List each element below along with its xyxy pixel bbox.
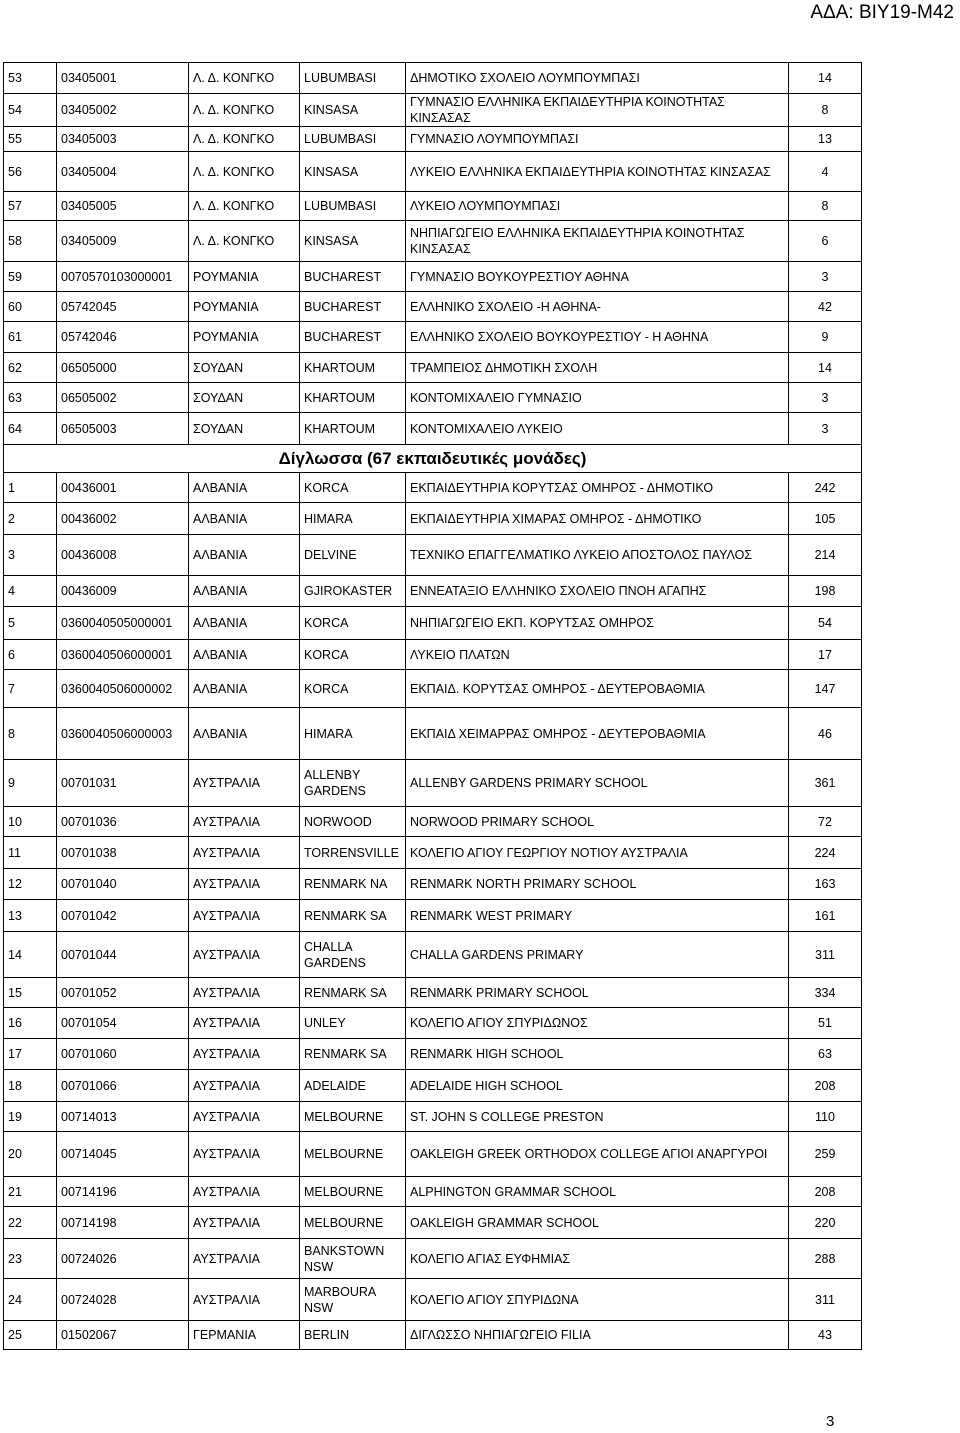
unit-count: 14 bbox=[789, 353, 862, 383]
row-number: 62 bbox=[4, 353, 57, 383]
school-code: 00701042 bbox=[57, 900, 189, 932]
table-row bbox=[4, 670, 862, 708]
unit-count: 208 bbox=[789, 1177, 862, 1207]
city: MELBOURNE bbox=[300, 1177, 406, 1207]
country: ΑΥΣΤΡΑΛΙΑ bbox=[189, 1207, 300, 1239]
school-name: ΤΕΧΝΙΚΟ ΕΠΑΓΓΕΛΜΑΤΙΚΟ ΛΥΚΕΙΟ ΑΠΟΣΤΟΛΟΣ ΠΑΥΛΟΣ bbox=[406, 535, 789, 576]
school-code: 03405004 bbox=[57, 152, 189, 192]
country: ΑΛΒΑΝΙΑ bbox=[189, 576, 300, 607]
city: HIMARA bbox=[300, 503, 406, 535]
school-code: 06505003 bbox=[57, 413, 189, 445]
country: ΑΛΒΑΝΙΑ bbox=[189, 503, 300, 535]
country: ΑΥΣΤΡΑΛΙΑ bbox=[189, 1102, 300, 1132]
school-name: RENMARK HIGH SCHOOL bbox=[406, 1039, 789, 1070]
table-row bbox=[4, 127, 862, 152]
unit-count: 6 bbox=[789, 221, 862, 262]
table-row bbox=[4, 1279, 862, 1321]
country: ΑΥΣΤΡΑΛΙΑ bbox=[189, 1279, 300, 1321]
school-name: RENMARK PRIMARY SCHOOL bbox=[406, 978, 789, 1008]
table-row bbox=[4, 900, 862, 932]
table-row bbox=[4, 640, 862, 670]
school-code: 00701040 bbox=[57, 869, 189, 900]
school-code: 00701060 bbox=[57, 1039, 189, 1070]
country: ΡΟΥΜΑΝΙΑ bbox=[189, 262, 300, 292]
table-row bbox=[4, 1207, 862, 1239]
country: ΑΥΣΤΡΑΛΙΑ bbox=[189, 900, 300, 932]
country: ΑΥΣΤΡΑΛΙΑ bbox=[189, 837, 300, 869]
unit-count: 17 bbox=[789, 640, 862, 670]
school-name: ΕΚΠΑΙΔΕΥΤΗΡΙΑ ΚΟΡΥΤΣΑΣ ΟΜΗΡΟΣ - ΔΗΜΟΤΙΚΟ bbox=[406, 473, 789, 503]
row-number: 3 bbox=[4, 535, 57, 576]
school-name: RENMARK WEST PRIMARY bbox=[406, 900, 789, 932]
unit-count: 224 bbox=[789, 837, 862, 869]
country: ΑΥΣΤΡΑΛΙΑ bbox=[189, 807, 300, 837]
table-row bbox=[4, 837, 862, 869]
city: KINSASA bbox=[300, 221, 406, 262]
ada-code: ΑΔΑ: ΒΙΥ19-Μ42 bbox=[810, 2, 954, 23]
table-row bbox=[4, 576, 862, 607]
school-name: ADELAIDE HIGH SCHOOL bbox=[406, 1070, 789, 1102]
school-code: 03405001 bbox=[57, 63, 189, 94]
school-name: ΕΚΠΑΙΔ. ΚΟΡΥΤΣΑΣ ΟΜΗΡΟΣ - ΔΕΥΤΕΡΟΒΑΘΜΙΑ bbox=[406, 670, 789, 708]
school-code: 00724026 bbox=[57, 1239, 189, 1279]
row-number: 7 bbox=[4, 670, 57, 708]
unit-count: 198 bbox=[789, 576, 862, 607]
table-row bbox=[4, 932, 862, 978]
row-number: 60 bbox=[4, 292, 57, 322]
school-name: RENMARK NORTH PRIMARY SCHOOL bbox=[406, 869, 789, 900]
row-number: 14 bbox=[4, 932, 57, 978]
row-number: 24 bbox=[4, 1279, 57, 1321]
unit-count: 72 bbox=[789, 807, 862, 837]
table-row bbox=[4, 63, 862, 94]
school-name: NORWOOD PRIMARY SCHOOL bbox=[406, 807, 789, 837]
table-row bbox=[4, 503, 862, 535]
school-name: ΝΗΠΙΑΓΩΓΕΙΟ ΕΛΛΗΝΙΚΑ ΕΚΠΑΙΔΕΥΤΗΡΙΑ ΚΟΙΝΟΤΗΤΑΣ ΚΙΝΣΑΣΑΣ bbox=[406, 221, 789, 262]
table-row bbox=[4, 978, 862, 1008]
school-code: 05742046 bbox=[57, 322, 189, 353]
row-number: 58 bbox=[4, 221, 57, 262]
row-number: 56 bbox=[4, 152, 57, 192]
table-body-part1 bbox=[4, 63, 862, 445]
school-name: ΓΥΜΝΑΣΙΟ ΒΟΥΚΟΥΡΕΣΤΙΟΥ ΑΘΗΝΑ bbox=[406, 262, 789, 292]
school-name: ΛΥΚΕΙΟ ΕΛΛΗΝΙΚΑ ΕΚΠΑΙΔΕΥΤΗΡΙΑ ΚΟΙΝΟΤΗΤΑΣ ΚΙΝΣΑΣΑΣ bbox=[406, 152, 789, 192]
city: LUBUMBASI bbox=[300, 127, 406, 152]
school-code: 00701052 bbox=[57, 978, 189, 1008]
unit-count: 161 bbox=[789, 900, 862, 932]
table-row bbox=[4, 1102, 862, 1132]
school-code: 00714198 bbox=[57, 1207, 189, 1239]
section-header bbox=[4, 445, 862, 473]
city: RENMARK SA bbox=[300, 978, 406, 1008]
city: LUBUMBASI bbox=[300, 63, 406, 94]
city: TORRENSVILLE bbox=[300, 837, 406, 869]
table-row bbox=[4, 535, 862, 576]
unit-count: 3 bbox=[789, 262, 862, 292]
school-name: ΕΚΠΑΙΔ ΧΕΙΜΑΡΡΑΣ ΟΜΗΡΟΣ - ΔΕΥΤΕΡΟΒΑΘΜΙΑ bbox=[406, 708, 789, 760]
school-code: 00436009 bbox=[57, 576, 189, 607]
unit-count: 311 bbox=[789, 932, 862, 978]
section-title: Δίγλωσσα (67 εκπαιδευτικές μονάδες) bbox=[4, 445, 862, 473]
row-number: 25 bbox=[4, 1321, 57, 1350]
table-row bbox=[4, 192, 862, 221]
school-code: 03405009 bbox=[57, 221, 189, 262]
row-number: 15 bbox=[4, 978, 57, 1008]
table-row bbox=[4, 221, 862, 262]
row-number: 61 bbox=[4, 322, 57, 353]
row-number: 8 bbox=[4, 708, 57, 760]
school-name: ΚΟΝΤΟΜΙΧΑΛΕΙΟ ΛΥΚΕΙΟ bbox=[406, 413, 789, 445]
city: CHALLA GARDENS bbox=[300, 932, 406, 978]
table-row bbox=[4, 322, 862, 353]
table-row bbox=[4, 607, 862, 640]
country: Λ. Δ. ΚΟΝΓΚΟ bbox=[189, 221, 300, 262]
country: ΑΛΒΑΝΙΑ bbox=[189, 535, 300, 576]
row-number: 19 bbox=[4, 1102, 57, 1132]
row-number: 17 bbox=[4, 1039, 57, 1070]
unit-count: 9 bbox=[789, 322, 862, 353]
city: GJIROKASTER bbox=[300, 576, 406, 607]
unit-count: 288 bbox=[789, 1239, 862, 1279]
city: HIMARA bbox=[300, 708, 406, 760]
country: ΑΥΣΤΡΑΛΙΑ bbox=[189, 869, 300, 900]
table-row bbox=[4, 152, 862, 192]
school-code: 00701066 bbox=[57, 1070, 189, 1102]
school-name: ΕΛΛΗΝΙΚΟ ΣΧΟΛΕΙΟ -Η ΑΘΗΝΑ- bbox=[406, 292, 789, 322]
unit-count: 110 bbox=[789, 1102, 862, 1132]
country: ΑΥΣΤΡΑΛΙΑ bbox=[189, 760, 300, 807]
country: ΑΥΣΤΡΑΛΙΑ bbox=[189, 1039, 300, 1070]
table-row bbox=[4, 1239, 862, 1279]
school-code: 01502067 bbox=[57, 1321, 189, 1350]
unit-count: 8 bbox=[789, 192, 862, 221]
school-name: ST. JOHN S COLLEGE PRESTON bbox=[406, 1102, 789, 1132]
school-name: ΚΟΛΕΓΙΟ ΑΓΙΑΣ ΕΥΦΗΜΙΑΣ bbox=[406, 1239, 789, 1279]
school-code: 03405002 bbox=[57, 94, 189, 127]
city: KHARTOUM bbox=[300, 383, 406, 413]
country: Λ. Δ. ΚΟΝΓΚΟ bbox=[189, 63, 300, 94]
row-number: 12 bbox=[4, 869, 57, 900]
school-code: 0360040506000002 bbox=[57, 670, 189, 708]
school-code: 00701038 bbox=[57, 837, 189, 869]
city: RENMARK SA bbox=[300, 900, 406, 932]
country: ΑΥΣΤΡΑΛΙΑ bbox=[189, 1239, 300, 1279]
school-name: OAKLEIGH GRAMMAR SCHOOL bbox=[406, 1207, 789, 1239]
table-row bbox=[4, 262, 862, 292]
country: ΑΥΣΤΡΑΛΙΑ bbox=[189, 1008, 300, 1039]
country: ΑΥΣΤΡΑΛΙΑ bbox=[189, 1177, 300, 1207]
city: KORCA bbox=[300, 640, 406, 670]
city: ALLENBY GARDENS bbox=[300, 760, 406, 807]
school-code: 0070570103000001 bbox=[57, 262, 189, 292]
city: KINSASA bbox=[300, 152, 406, 192]
table-row bbox=[4, 708, 862, 760]
school-name: ΛΥΚΕΙΟ ΛΟΥΜΠΟΥΜΠΑΣΙ bbox=[406, 192, 789, 221]
row-number: 63 bbox=[4, 383, 57, 413]
country: ΣΟΥΔΑΝ bbox=[189, 413, 300, 445]
school-code: 00714013 bbox=[57, 1102, 189, 1132]
city: UNLEY bbox=[300, 1008, 406, 1039]
school-name: CHALLA GARDENS PRIMARY bbox=[406, 932, 789, 978]
table-body-part2 bbox=[4, 473, 862, 1350]
row-number: 53 bbox=[4, 63, 57, 94]
unit-count: 220 bbox=[789, 1207, 862, 1239]
row-number: 5 bbox=[4, 607, 57, 640]
unit-count: 51 bbox=[789, 1008, 862, 1039]
country: ΑΥΣΤΡΑΛΙΑ bbox=[189, 932, 300, 978]
table-row bbox=[4, 807, 862, 837]
table-row bbox=[4, 383, 862, 413]
country: ΑΛΒΑΝΙΑ bbox=[189, 670, 300, 708]
school-code: 03405005 bbox=[57, 192, 189, 221]
school-name: ΕΝΝΕΑΤΑΞΙΟ ΕΛΛΗΝΙΚΟ ΣΧΟΛΕΙΟ ΠΝΟΗ ΑΓΑΠΗΣ bbox=[406, 576, 789, 607]
table-row bbox=[4, 869, 862, 900]
city: MELBOURNE bbox=[300, 1102, 406, 1132]
school-code: 00436002 bbox=[57, 503, 189, 535]
row-number: 59 bbox=[4, 262, 57, 292]
school-code: 0360040506000001 bbox=[57, 640, 189, 670]
school-name: ΕΚΠΑΙΔΕΥΤΗΡΙΑ ΧΙΜΑΡΑΣ ΟΜΗΡΟΣ - ΔΗΜΟΤΙΚΟ bbox=[406, 503, 789, 535]
row-number: 9 bbox=[4, 760, 57, 807]
city: RENMARK SA bbox=[300, 1039, 406, 1070]
country: ΡΟΥΜΑΝΙΑ bbox=[189, 292, 300, 322]
city: BANKSTOWN NSW bbox=[300, 1239, 406, 1279]
unit-count: 361 bbox=[789, 760, 862, 807]
row-number: 6 bbox=[4, 640, 57, 670]
unit-count: 13 bbox=[789, 127, 862, 152]
city: KORCA bbox=[300, 607, 406, 640]
country: ΑΛΒΑΝΙΑ bbox=[189, 473, 300, 503]
city: BUCHAREST bbox=[300, 262, 406, 292]
city: BERLIN bbox=[300, 1321, 406, 1350]
city: MELBOURNE bbox=[300, 1132, 406, 1177]
row-number: 20 bbox=[4, 1132, 57, 1177]
country: Λ. Δ. ΚΟΝΓΚΟ bbox=[189, 152, 300, 192]
unit-count: 311 bbox=[789, 1279, 862, 1321]
row-number: 1 bbox=[4, 473, 57, 503]
school-code: 0360040505000001 bbox=[57, 607, 189, 640]
city: MARBOURA NSW bbox=[300, 1279, 406, 1321]
row-number: 2 bbox=[4, 503, 57, 535]
table-row bbox=[4, 413, 862, 445]
country: ΑΛΒΑΝΙΑ bbox=[189, 640, 300, 670]
city: ADELAIDE bbox=[300, 1070, 406, 1102]
unit-count: 3 bbox=[789, 413, 862, 445]
unit-count: 334 bbox=[789, 978, 862, 1008]
row-number: 57 bbox=[4, 192, 57, 221]
unit-count: 8 bbox=[789, 94, 862, 127]
row-number: 10 bbox=[4, 807, 57, 837]
country: ΑΥΣΤΡΑΛΙΑ bbox=[189, 978, 300, 1008]
unit-count: 105 bbox=[789, 503, 862, 535]
school-name: ALPHINGTON GRAMMAR SCHOOL bbox=[406, 1177, 789, 1207]
row-number: 22 bbox=[4, 1207, 57, 1239]
table-row bbox=[4, 1070, 862, 1102]
school-name: ΚΟΛΕΓΙΟ ΑΓΙΟΥ ΣΠΥΡΙΔΩΝΟΣ bbox=[406, 1008, 789, 1039]
school-name: ΓΥΜΝΑΣΙΟ ΕΛΛΗΝΙΚΑ ΕΚΠΑΙΔΕΥΤΗΡΙΑ ΚΟΙΝΟΤΗΤΑΣ ΚΙΝΣΑΣΑΣ bbox=[406, 94, 789, 127]
unit-count: 259 bbox=[789, 1132, 862, 1177]
page-number: 3 bbox=[826, 1413, 835, 1430]
unit-count: 147 bbox=[789, 670, 862, 708]
table-row bbox=[4, 292, 862, 322]
table-row bbox=[4, 1039, 862, 1070]
unit-count: 163 bbox=[789, 869, 862, 900]
city: KORCA bbox=[300, 473, 406, 503]
unit-count: 42 bbox=[789, 292, 862, 322]
country: ΑΛΒΑΝΙΑ bbox=[189, 708, 300, 760]
city: MELBOURNE bbox=[300, 1207, 406, 1239]
country: ΣΟΥΔΑΝ bbox=[189, 383, 300, 413]
country: Λ. Δ. ΚΟΝΓΚΟ bbox=[189, 127, 300, 152]
country: ΣΟΥΔΑΝ bbox=[189, 353, 300, 383]
row-number: 18 bbox=[4, 1070, 57, 1102]
school-code: 00436001 bbox=[57, 473, 189, 503]
school-name: ΤΡΑΜΠΕΙΟΣ ΔΗΜΟΤΙΚΗ ΣΧΟΛΗ bbox=[406, 353, 789, 383]
country: ΑΥΣΤΡΑΛΙΑ bbox=[189, 1132, 300, 1177]
country: Λ. Δ. ΚΟΝΓΚΟ bbox=[189, 192, 300, 221]
unit-count: 214 bbox=[789, 535, 862, 576]
row-number: 4 bbox=[4, 576, 57, 607]
school-code: 00436008 bbox=[57, 535, 189, 576]
schools-table bbox=[3, 62, 862, 1350]
unit-count: 14 bbox=[789, 63, 862, 94]
table-row bbox=[4, 1008, 862, 1039]
school-name: ΚΟΛΕΓΙΟ ΑΓΙΟΥ ΓΕΩΡΓΙΟΥ ΝΟΤΙΟΥ ΑΥΣΤΡΑΛΙΑ bbox=[406, 837, 789, 869]
city: KINSASA bbox=[300, 94, 406, 127]
unit-count: 4 bbox=[789, 152, 862, 192]
unit-count: 43 bbox=[789, 1321, 862, 1350]
school-code: 00724028 bbox=[57, 1279, 189, 1321]
row-number: 23 bbox=[4, 1239, 57, 1279]
unit-count: 3 bbox=[789, 383, 862, 413]
school-code: 05742045 bbox=[57, 292, 189, 322]
country: ΓΕΡΜΑΝΙΑ bbox=[189, 1321, 300, 1350]
city: LUBUMBASI bbox=[300, 192, 406, 221]
school-code: 00701044 bbox=[57, 932, 189, 978]
table-row bbox=[4, 94, 862, 127]
city: KHARTOUM bbox=[300, 353, 406, 383]
school-code: 06505000 bbox=[57, 353, 189, 383]
unit-count: 242 bbox=[789, 473, 862, 503]
school-code: 00701036 bbox=[57, 807, 189, 837]
school-code: 06505002 bbox=[57, 383, 189, 413]
city: KHARTOUM bbox=[300, 413, 406, 445]
unit-count: 63 bbox=[789, 1039, 862, 1070]
country: ΑΥΣΤΡΑΛΙΑ bbox=[189, 1070, 300, 1102]
row-number: 54 bbox=[4, 94, 57, 127]
row-number: 16 bbox=[4, 1008, 57, 1039]
school-code: 03405003 bbox=[57, 127, 189, 152]
school-code: 00701031 bbox=[57, 760, 189, 807]
school-name: ΚΟΝΤΟΜΙΧΑΛΕΙΟ ΓΥΜΝΑΣΙΟ bbox=[406, 383, 789, 413]
school-name: ALLENBY GARDENS PRIMARY SCHOOL bbox=[406, 760, 789, 807]
school-name: OAKLEIGH GREEK ORTHODOX COLLEGE AΓΙΟΙ ΑΝΑΡΓΥΡΟΙ bbox=[406, 1132, 789, 1177]
table-row bbox=[4, 1321, 862, 1350]
school-name: ΝΗΠΙΑΓΩΓΕΙΟ ΕΚΠ. ΚΟΡΥΤΣΑΣ ΟΜΗΡΟΣ bbox=[406, 607, 789, 640]
school-name: ΔΙΓΛΩΣΣΟ ΝΗΠΙΑΓΩΓΕΙΟ FILIA bbox=[406, 1321, 789, 1350]
city: RENMARK NA bbox=[300, 869, 406, 900]
school-code: 0360040506000003 bbox=[57, 708, 189, 760]
city: DELVINE bbox=[300, 535, 406, 576]
row-number: 55 bbox=[4, 127, 57, 152]
row-number: 11 bbox=[4, 837, 57, 869]
unit-count: 208 bbox=[789, 1070, 862, 1102]
unit-count: 54 bbox=[789, 607, 862, 640]
school-name: ΚΟΛΕΓΙΟ ΑΓΙΟΥ ΣΠΥΡΙΔΩΝΑ bbox=[406, 1279, 789, 1321]
city: KORCA bbox=[300, 670, 406, 708]
table-row bbox=[4, 473, 862, 503]
school-code: 00714045 bbox=[57, 1132, 189, 1177]
row-number: 21 bbox=[4, 1177, 57, 1207]
country: ΑΛΒΑΝΙΑ bbox=[189, 607, 300, 640]
school-name: ΔΗΜΟΤΙΚΟ ΣΧΟΛΕΙΟ ΛΟΥΜΠΟΥΜΠΑΣΙ bbox=[406, 63, 789, 94]
country: ΡΟΥΜΑΝΙΑ bbox=[189, 322, 300, 353]
row-number: 13 bbox=[4, 900, 57, 932]
school-name: ΛΥΚΕΙΟ ΠΛΑΤΩΝ bbox=[406, 640, 789, 670]
unit-count: 46 bbox=[789, 708, 862, 760]
school-name: ΓΥΜΝΑΣΙΟ ΛΟΥΜΠΟΥΜΠΑΣΙ bbox=[406, 127, 789, 152]
table-row bbox=[4, 353, 862, 383]
school-code: 00714196 bbox=[57, 1177, 189, 1207]
city: BUCHAREST bbox=[300, 292, 406, 322]
school-name: ΕΛΛΗΝΙΚΟ ΣΧΟΛΕΙΟ ΒΟΥΚΟΥΡΕΣΤΙΟΥ - Η ΑΘΗΝΑ bbox=[406, 322, 789, 353]
city: BUCHAREST bbox=[300, 322, 406, 353]
table-row bbox=[4, 1132, 862, 1177]
school-code: 00701054 bbox=[57, 1008, 189, 1039]
table-row bbox=[4, 760, 862, 807]
table-row bbox=[4, 1177, 862, 1207]
row-number: 64 bbox=[4, 413, 57, 445]
country: Λ. Δ. ΚΟΝΓΚΟ bbox=[189, 94, 300, 127]
city: NORWOOD bbox=[300, 807, 406, 837]
